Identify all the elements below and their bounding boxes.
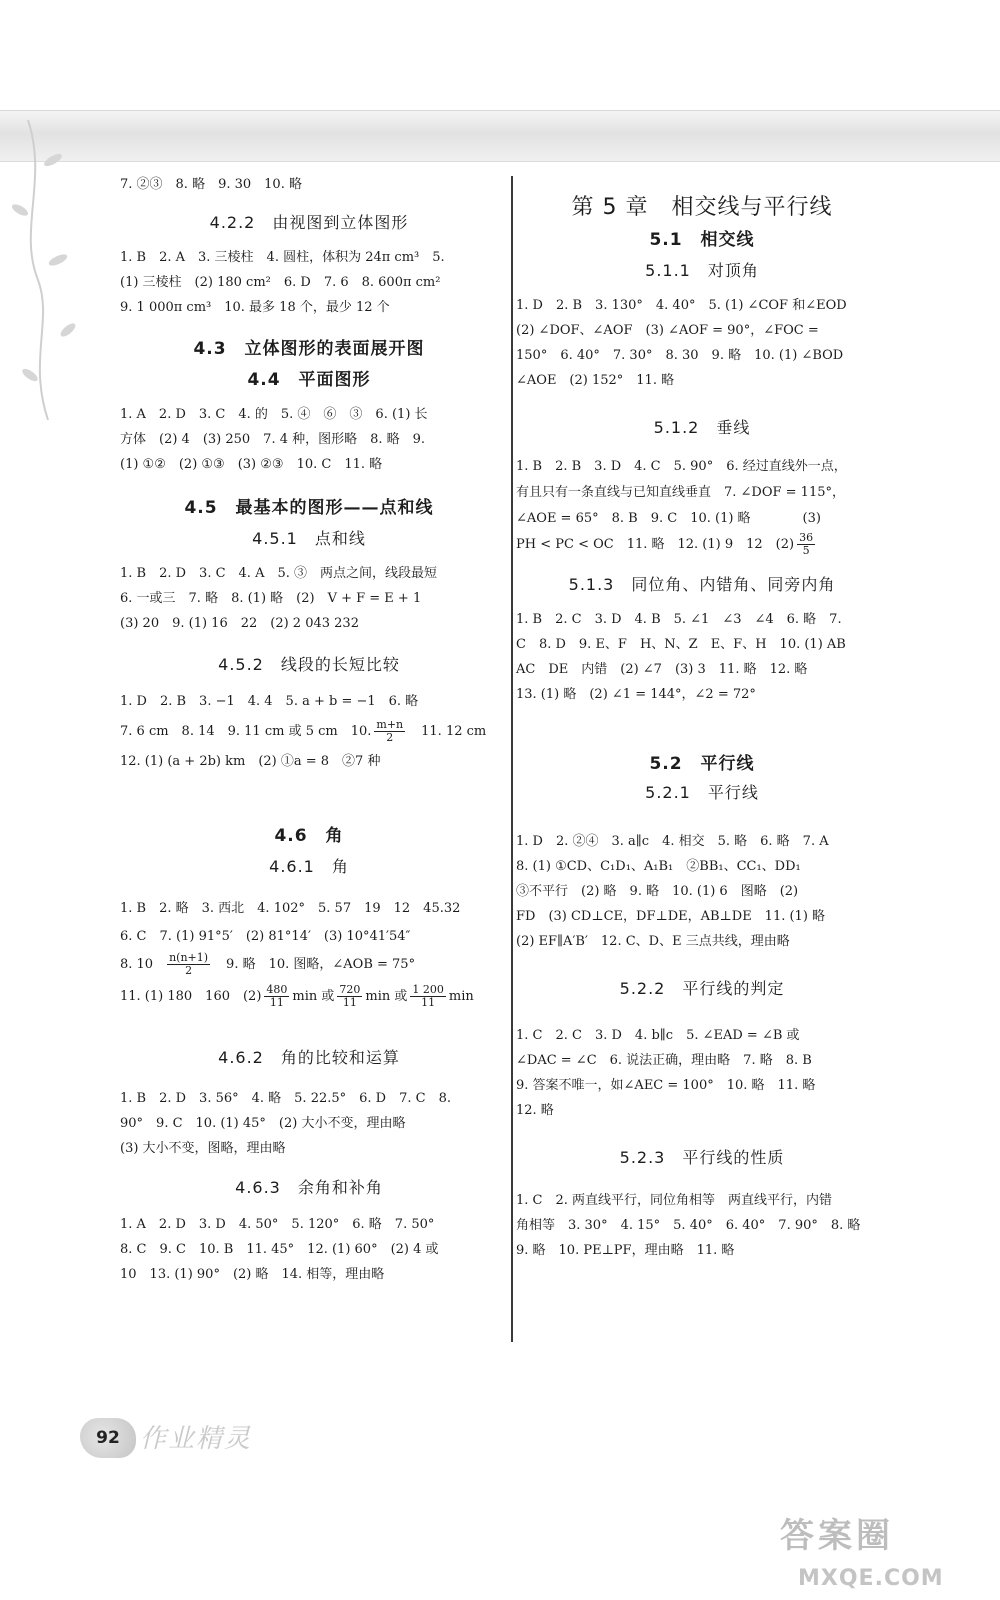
answer-line: 8. C 9. C 10. B 11. 45° 12. (1) 60° (2) 4 或	[120, 1242, 439, 1257]
section-title: 4.6.2 角的比较和运算	[218, 1048, 400, 1067]
answer-line: 1. C 2. 两直线平行，同位角相等 两直线平行，内错	[516, 1193, 833, 1208]
section-title: 4.4 平面图形	[247, 370, 371, 390]
section-answers	[516, 454, 888, 558]
answer-line: FD (3) CD⊥CE，DF⊥DE，AB⊥DE 11. (1) 略	[516, 909, 826, 924]
section-answers	[120, 561, 498, 636]
answer-line: 9. 答案不唯一，如∠AEC = 100° 10. 略 11. 略	[516, 1078, 816, 1093]
answer-text: min 或	[292, 989, 335, 1004]
answer-line	[516, 532, 888, 558]
answer-line: 1. B 2. C 3. D 4. B 5. ∠1 ∠3 ∠4 6. 略 7.	[516, 612, 842, 627]
section-title: 4.6.3 余角和补角	[235, 1178, 383, 1197]
fraction-numerator: 720	[339, 983, 361, 996]
section-title: 4.2.2 由视图到立体图形	[209, 213, 409, 232]
answer-text: 11. 12 cm	[408, 724, 487, 739]
section-title: 4.6.1 角	[269, 857, 349, 876]
answer-line: 1. C 2. C 3. D 4. b∥c 5. ∠EAD = ∠B 或	[516, 1028, 800, 1043]
fraction-numerator: 480	[266, 983, 288, 996]
answer-line	[120, 717, 498, 747]
answer-line: 12. 略	[516, 1103, 554, 1118]
section-answers	[516, 1023, 888, 1123]
fraction-denominator: 2	[386, 731, 394, 744]
left-column	[120, 172, 498, 1287]
answer-line: 9. 1 000π cm³ 10. 最多 18 个，最少 12 个	[120, 300, 390, 315]
section-answers	[516, 1188, 888, 1263]
answer-line: 7. ②③ 8. 略 9. 30 10. 略	[120, 177, 302, 192]
answer-line: ③不平行 (2) 略 9. 略 10. (1) 6 图略 (2)	[516, 884, 799, 899]
answer-line: 13. (1) 略 (2) ∠1 = 144°，∠2 = 72°	[516, 687, 756, 702]
section-title: 5.2.2 平行线的判定	[619, 979, 785, 998]
right-column	[516, 172, 888, 1263]
fraction-denominator: 2	[185, 964, 193, 977]
fraction	[410, 984, 446, 1009]
section-title: 5.2 平行线	[649, 754, 755, 774]
answer-line: 1. D 2. B 3. −1 4. 4 5. a + b = −1 6. 略	[120, 694, 419, 709]
answer-line: 12. (1) (a + 2b) km (2) ①a = 8 ②7 种	[120, 754, 381, 769]
answer-line: 90° 9. C 10. (1) 45° (2) 大小不变，理由略	[120, 1116, 406, 1131]
answer-line: 9. 略 10. PE⊥PF，理由略 11. 略	[516, 1243, 735, 1258]
answer-line: 10 13. (1) 90° (2) 略 14. 相等，理由略	[120, 1267, 385, 1282]
fraction-numerator: 1 200	[412, 983, 444, 996]
answer-text: min 或	[365, 989, 408, 1004]
answer-line: 1. B 2. 略 3. 西北 4. 102° 5. 57 19 12 45.32	[120, 901, 461, 916]
answer-line: 有且只有一条直线与已知直线垂直 7. ∠DOF = 115°，	[516, 485, 845, 500]
section-answers	[120, 402, 498, 477]
answer-line: (1) 三棱柱 (2) 180 cm² 6. D 7. 6 8. 600π cm²	[120, 275, 441, 290]
section-answers	[120, 687, 498, 777]
fraction-denominator: 11	[421, 996, 436, 1009]
section-title: 4.5.1 点和线	[252, 529, 366, 548]
chapter-title: 第 5 章 相交线与平行线	[571, 195, 833, 220]
answer-line: ∠AOE = 65° 8. B 9. C 10. (1) 略 (3)	[516, 511, 821, 526]
fraction-denominator: 11	[269, 996, 284, 1009]
fraction	[337, 984, 362, 1009]
section-title: 5.2.1 平行线	[645, 783, 759, 802]
header-decoration-band	[0, 110, 1000, 162]
answer-line: 1. B 2. D 3. C 4. A 5. ③ 两点之间，线段最短	[120, 566, 437, 581]
watermark-url: MXQE.COM	[798, 1566, 944, 1591]
answer-line: C 8. D 9. E、F H、N、Z E、F、H 10. (1) AB	[516, 637, 846, 652]
fraction	[264, 984, 289, 1009]
fraction-denominator: 5	[802, 544, 810, 557]
answer-line: 1. B 2. D 3. 56° 4. 略 5. 22.5° 6. D 7. C 8.	[120, 1091, 451, 1106]
fraction	[167, 952, 210, 977]
section-answers	[120, 895, 498, 1011]
answer-line	[120, 983, 498, 1011]
answer-line: 6. 一或三 7. 略 8. (1) 略 (2) V + F = E + 1	[120, 591, 422, 606]
answer-line: AC DE 内错 (2) ∠7 (3) 3 11. 略 12. 略	[516, 662, 808, 677]
section-title: 4.6 角	[274, 826, 344, 846]
answer-line: (3) 大小不变，图略，理由略	[120, 1141, 286, 1156]
section-answers	[120, 245, 498, 320]
section-title: 5.2.3 平行线的性质	[619, 1148, 785, 1167]
answer-line	[120, 951, 498, 979]
fraction	[374, 719, 405, 744]
page-number: 92	[80, 1418, 136, 1458]
answer-text: 8. 10	[120, 957, 154, 972]
section-title: 4.5.2 线段的长短比较	[218, 655, 400, 674]
answer-text: 11. (1) 180 160 (2)	[120, 989, 262, 1004]
vine-decoration-icon	[8, 120, 98, 420]
answer-line: 角相等 3. 30° 4. 15° 5. 40° 6. 40° 7. 90° 8. 略	[516, 1218, 861, 1233]
answer-line: 1. A 2. D 3. D 4. 50° 5. 120° 6. 略 7. 50°	[120, 1217, 435, 1232]
answer-line: 6. C 7. (1) 91°5′ (2) 81°14′ (3) 10°41′54″	[120, 929, 411, 944]
section-answers	[120, 1086, 498, 1161]
answer-line: (2) ∠DOF、∠AOF (3) ∠AOF = 90°，∠FOC =	[516, 323, 819, 338]
answer-line: (2) EF∥A′B′ 12. C、D、E 三点共线，理由略	[516, 934, 790, 949]
answer-line: 1. B 2. B 3. D 4. C 5. 90° 6. 经过直线外一点，	[516, 459, 847, 474]
answer-text: min	[448, 989, 474, 1004]
column-divider	[511, 176, 513, 1342]
fraction-numerator: 36	[799, 531, 814, 544]
section-title: 4.5 最基本的图形——点和线	[184, 498, 434, 518]
answer-line: (1) ①② (2) ①③ (3) ②③ 10. C 11. 略	[120, 457, 383, 472]
section-answers	[516, 829, 888, 954]
section-answers	[120, 1212, 498, 1287]
fraction-numerator: n(n+1)	[169, 951, 209, 964]
section-title: 4.3 立体图形的表面展开图	[193, 339, 425, 359]
answer-line: 方体 (2) 4 (3) 250 7. 4 种，图形略 8. 略 9.	[120, 432, 426, 447]
section-title: 5.1 相交线	[649, 230, 755, 250]
answer-text: 9. 略 10. 图略，∠AOB = 75°	[213, 957, 416, 972]
answer-line: 1. B 2. A 3. 三棱柱 4. 圆柱，体积为 24π cm³ 5.	[120, 250, 445, 265]
section-answers	[516, 607, 888, 707]
fraction-denominator: 11	[342, 996, 357, 1009]
watermark-logo: 答案圈	[780, 1516, 894, 1556]
section-title: 5.1.2 垂线	[653, 418, 751, 437]
answer-line: 8. (1) ①CD、C₁D₁、A₁B₁ ②BB₁、CC₁、DD₁	[516, 859, 801, 874]
answer-line: ∠AOE (2) 152° 11. 略	[516, 373, 675, 388]
section-title: 5.1.1 对顶角	[645, 261, 759, 280]
section-answers	[516, 293, 888, 393]
answer-line: 1. D 2. B 3. 130° 4. 40° 5. (1) ∠COF 和∠EOD	[516, 298, 847, 313]
answer-line: (3) 20 9. (1) 16 22 (2) 2 043 232	[120, 616, 359, 631]
answer-text: 7. 6 cm 8. 14 9. 11 cm 或 5 cm 10.	[120, 724, 372, 739]
answer-line: 150° 6. 40° 7. 30° 8. 30 9. 略 10. (1) ∠BOD	[516, 348, 844, 363]
fraction-numerator: m+n	[376, 718, 404, 731]
answer-line: 1. A 2. D 3. C 4. 的 5. ④ ⑥ ③ 6. (1) 长	[120, 407, 428, 422]
fraction	[797, 532, 815, 557]
answer-text: PH < PC < OC 11. 略 12. (1) 9 12 (2)	[516, 537, 795, 552]
section-title: 5.1.3 同位角、内错角、同旁内角	[568, 575, 836, 594]
answer-line: 1. D 2. ②④ 3. a∥c 4. 相交 5. 略 6. 略 7. A	[516, 834, 829, 849]
answer-line: ∠DAC = ∠C 6. 说法正确，理由略 7. 略 8. B	[516, 1053, 812, 1068]
brand-logo: 作业精灵	[140, 1424, 253, 1454]
